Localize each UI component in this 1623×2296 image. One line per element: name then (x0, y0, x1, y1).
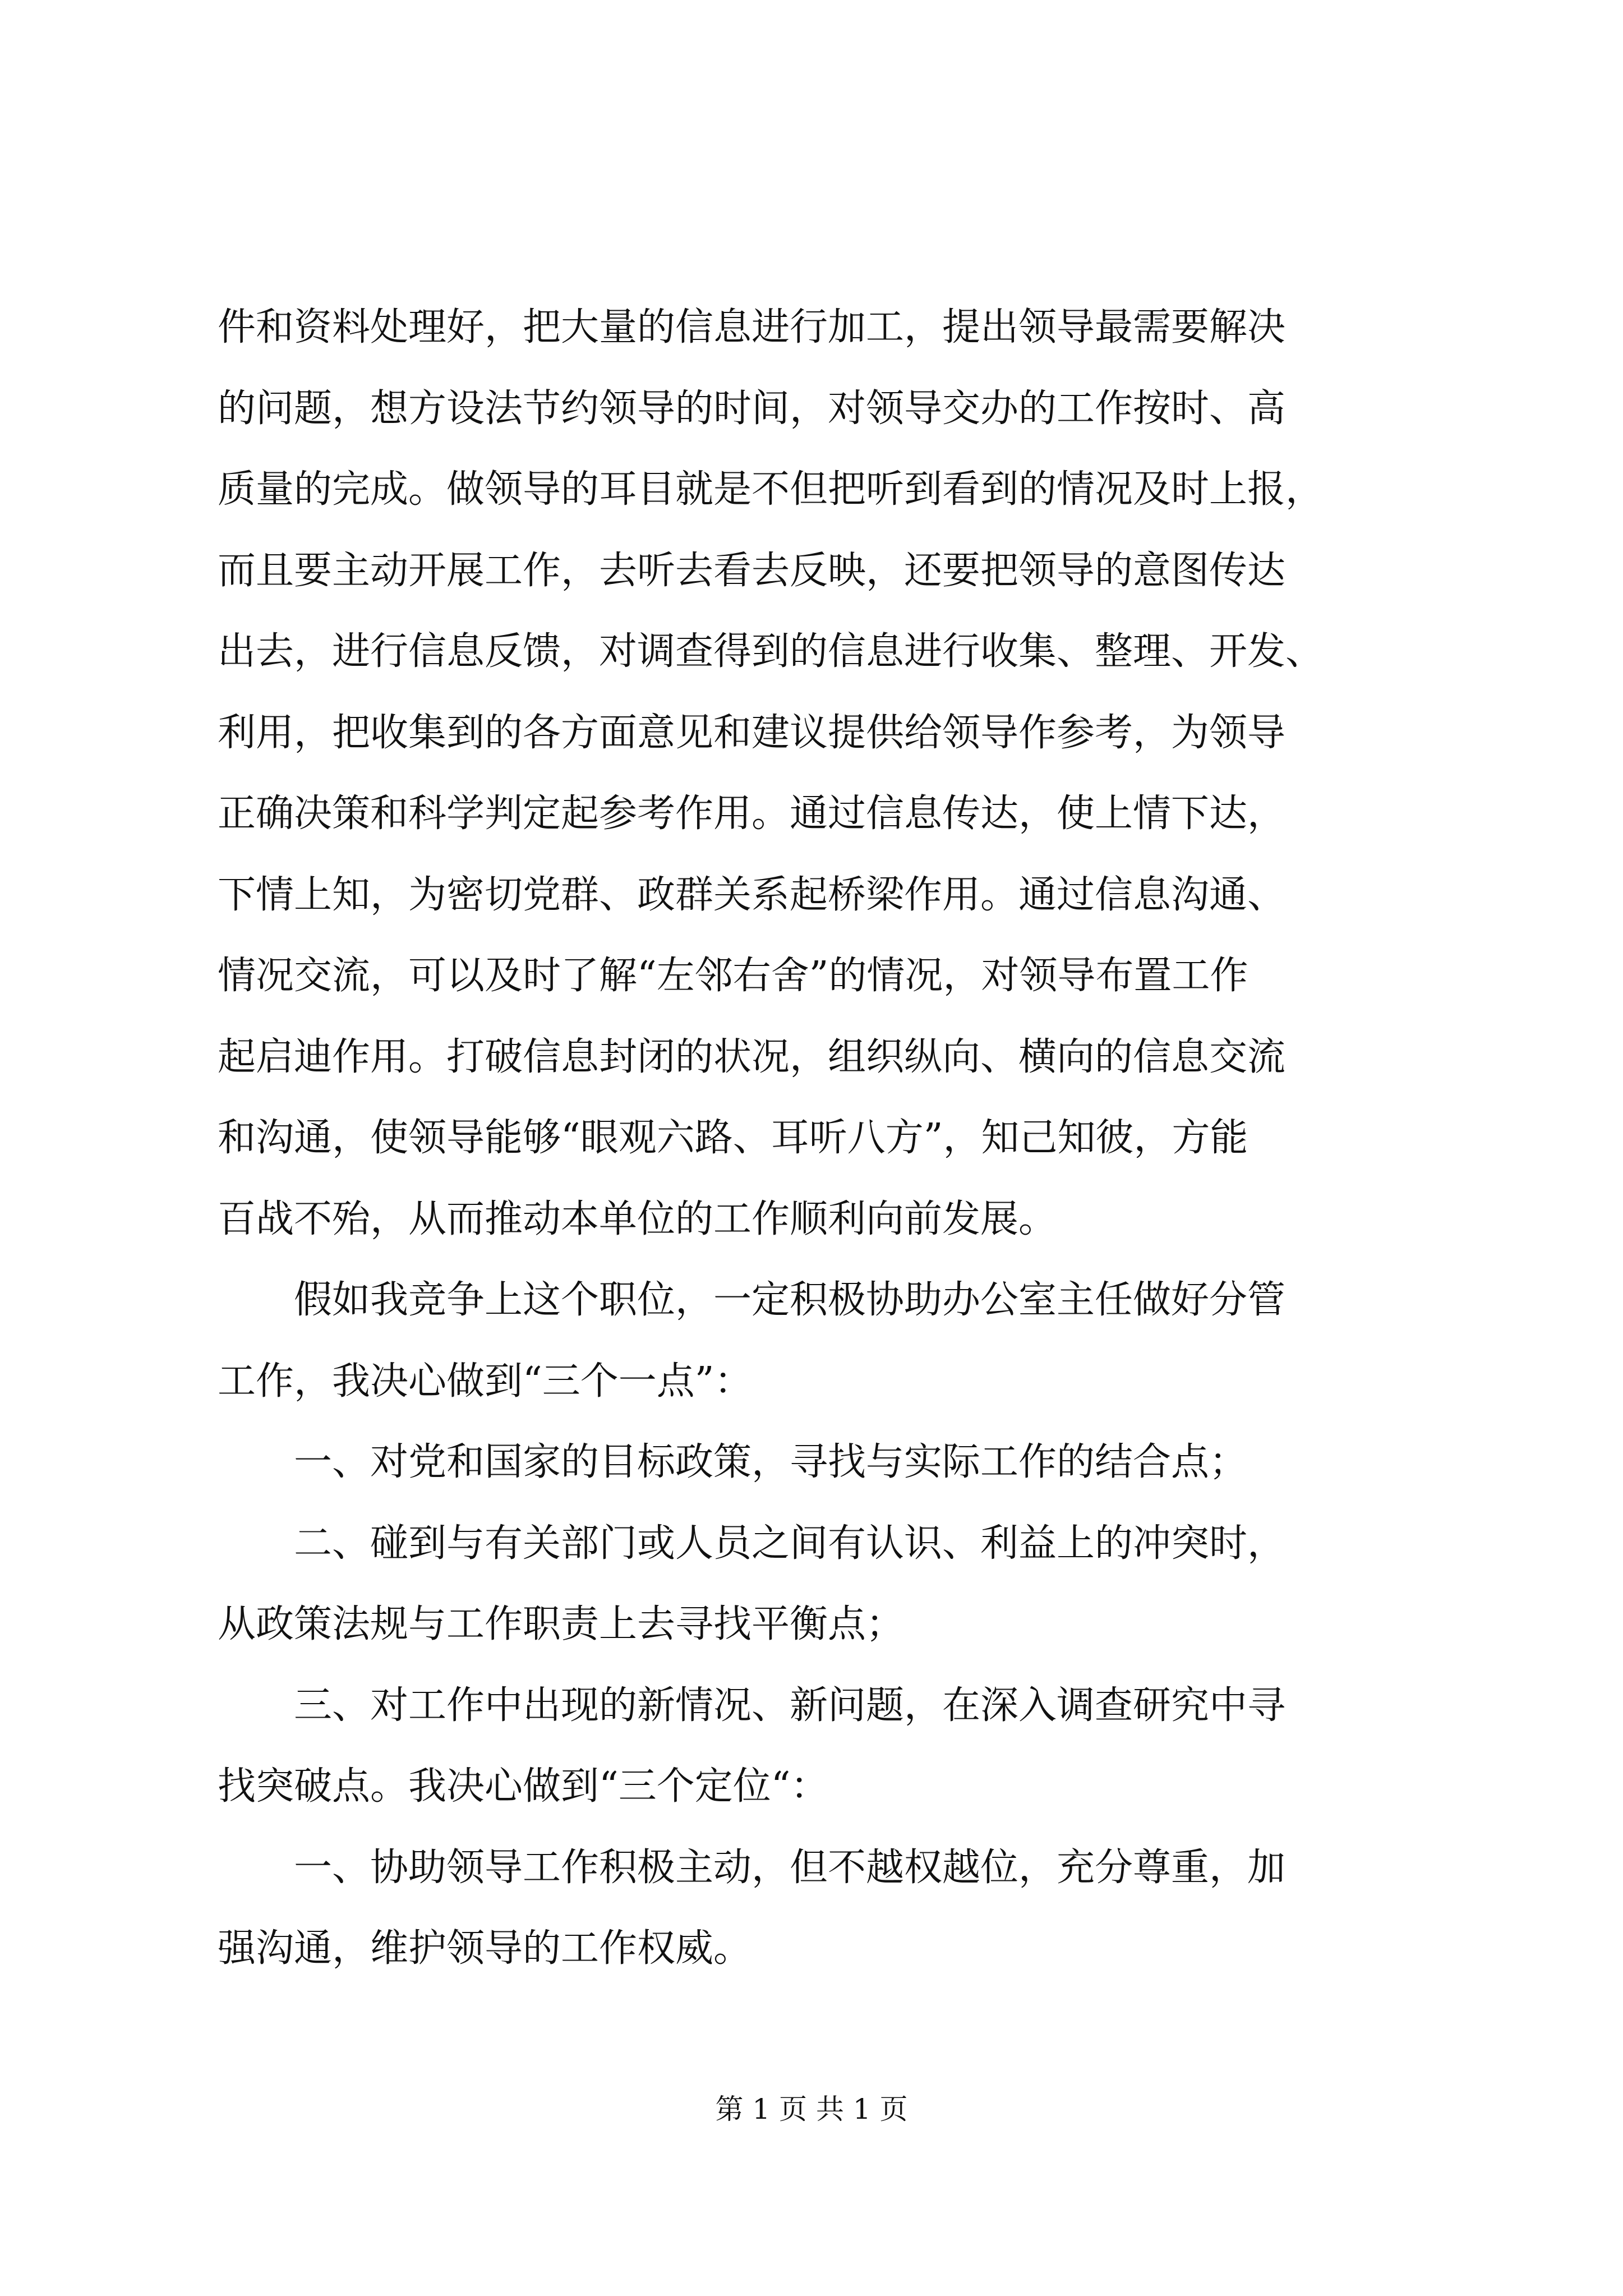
text-line: 利用，把收集到的各方面意见和建议提供给领导作参考，为领导 (218, 710, 1286, 755)
text-line: 出去，进行信息反馈，对调查得到的信息进行收集、整理、开发、 (218, 629, 1324, 674)
page-footer: 第 1 页 共 1 页 (715, 2093, 908, 2125)
list-item-line: 二、碰到与有关部门或人员之间有认识、利益上的冲突时， (218, 1521, 1286, 1566)
text-line: 工作，我决心做到“三个一点”： (218, 1359, 753, 1404)
text-line: 从政策法规与工作职责上去寻找平衡点； (218, 1602, 905, 1646)
text-line: 和沟通，使领导能够“眼观六路、耳听八方”，知己知彼，方能 (218, 1116, 1248, 1160)
text-line: 强沟通，维护领导的工作权威。 (218, 1926, 752, 1971)
paragraph-start-line: 假如我竞争上这个职位，一定积极协助办公室主任做好分管 (218, 1278, 1286, 1322)
list-item-line: 一、协助领导工作积极主动，但不越权越位，充分尊重，加 (218, 1845, 1286, 1890)
text-line: 正确决策和科学判定起参考作用。通过信息传达，使上情下达， (218, 792, 1286, 836)
text-line: 的问题，想方设法节约领导的时间，对领导交办的工作按时、高 (218, 386, 1286, 431)
text-line: 起启迪作用。打破信息封闭的状况，组织纵向、横向的信息交流 (218, 1034, 1286, 1079)
text-line: 质量的完成。做领导的耳目就是不但把听到看到的情况及时上报， (218, 467, 1324, 512)
text-line: 下情上知，为密切党群、政群关系起桥梁作用。通过信息沟通、 (218, 872, 1286, 917)
text-line: 找突破点。我决心做到“三个定位“： (218, 1764, 829, 1809)
document-body (218, 287, 1485, 1990)
text-line: 百战不殆，从而推动本单位的工作顺利向前发展。 (218, 1197, 1057, 1241)
list-item-line: 一、对党和国家的目标政策，寻找与实际工作的结合点； (218, 1440, 1248, 1484)
text-line: 而且要主动开展工作，去听去看去反映，还要把领导的意图传达 (218, 548, 1286, 593)
text-line: 件和资料处理好，把大量的信息进行加工，提出领导最需要解决 (218, 305, 1286, 349)
text-line: 情况交流，可以及时了解“左邻右舍”的情况，对领导布置工作 (218, 954, 1248, 998)
list-item-line: 三、对工作中出现的新情况、新问题，在深入调查研究中寻 (218, 1683, 1286, 1728)
